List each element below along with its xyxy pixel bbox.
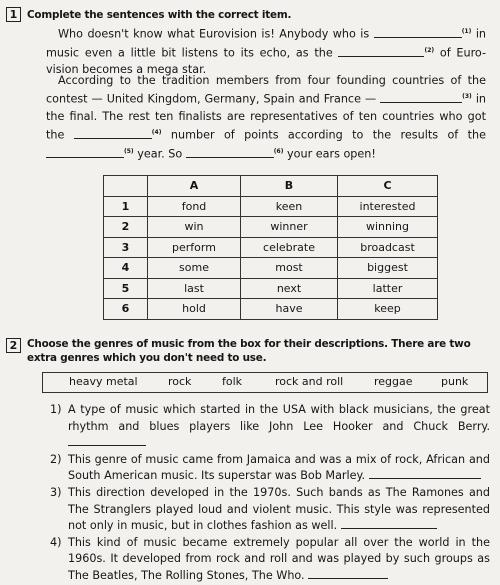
item-number: 1) — [50, 403, 62, 416]
gap-2-label: (2) — [424, 47, 435, 55]
list-item — [50, 535, 490, 585]
table-header-cell: B — [241, 176, 338, 197]
gap-4[interactable] — [74, 128, 152, 139]
option-cell: broadcast — [338, 237, 438, 258]
gap-5-label: (5) — [124, 148, 134, 156]
option-cell: next — [241, 278, 338, 299]
p2-text-b: in the final. The rest ten finalists are representatives of ten countries who got the — [46, 93, 487, 142]
gap-3-label: (3) — [462, 93, 472, 101]
task2-number: 2 — [6, 338, 21, 353]
answer-line[interactable] — [308, 568, 388, 579]
option-cell: most — [241, 258, 338, 279]
p1-text-c: of Euro-vision becomes a mega star. — [46, 46, 487, 77]
gap-6-label: (6) — [273, 148, 284, 156]
row-number: 3 — [104, 237, 148, 258]
task1-header — [6, 7, 291, 22]
option-cell: winner — [241, 217, 338, 238]
task1-paragraph-1 — [46, 24, 486, 79]
option-cell: keep — [338, 299, 438, 320]
genre-punk: punk — [441, 375, 469, 388]
row-number: 1 — [104, 196, 148, 217]
list-item — [50, 485, 490, 535]
gap-6[interactable] — [186, 147, 274, 158]
table-row — [104, 237, 438, 258]
item-text: This kind of music became extremely popular all over the world in the 1960s. It developed from rock and roll and was played by such groups as The Beatles, The Rolling Stones, The Who. — [68, 535, 490, 582]
option-cell: latter — [338, 278, 438, 299]
item-number: 4) — [50, 535, 62, 549]
genre-rock-and-roll: rock and roll — [275, 375, 344, 388]
p1-text-a: Who doesn't know what Eurovision is! Anybody who is — [58, 27, 370, 41]
item-text: This direction developed in the 1970s. Such bands as The Ramones and The Stranglers played loud and violent music. This style was represented not only in music, but in clothes fashion as well. — [68, 485, 490, 533]
option-cell: some — [148, 258, 241, 279]
genre-folk: folk — [222, 375, 243, 388]
row-number: 6 — [104, 299, 148, 320]
answer-line[interactable] — [341, 518, 437, 529]
gap-2[interactable] — [338, 46, 424, 57]
item-number: 2) — [50, 452, 62, 466]
p2-text-d: year. So — [137, 147, 183, 161]
p2-text-e: your ears open! — [287, 147, 376, 161]
description-list — [50, 402, 490, 585]
table-header-cell — [104, 176, 148, 197]
list-item — [50, 452, 490, 485]
option-cell: perform — [148, 237, 241, 258]
answer-line[interactable] — [68, 435, 146, 446]
table-row — [104, 258, 438, 279]
gap-1-label: (1) — [461, 28, 472, 35]
task1-paragraph-2 — [46, 73, 486, 163]
item-text: This genre of music came from Jamaica and was a mix of rock, African and South American music. Its superstar was Bob Marley. — [68, 452, 490, 483]
genre-box — [42, 372, 488, 393]
option-cell: hold — [148, 299, 241, 320]
p2-text-c: number of points according to the results of the — [170, 128, 487, 142]
genre-reggae: reggae — [374, 375, 413, 388]
gap-1[interactable] — [374, 27, 462, 38]
table-row — [104, 196, 438, 217]
item-number: 3) — [50, 485, 62, 499]
option-cell: interested — [338, 196, 438, 217]
table-row — [104, 217, 438, 238]
answer-line[interactable] — [369, 468, 481, 479]
option-cell: celebrate — [241, 237, 338, 258]
option-cell: biggest — [338, 258, 438, 279]
p1-text-b: in music even a little bit listens to its echo, as the — [46, 27, 487, 60]
option-cell: have — [241, 299, 338, 320]
table-header-cell: C — [338, 176, 438, 197]
genre-heavy-metal: heavy metal — [69, 375, 138, 388]
table-header-row — [104, 176, 438, 197]
table-row — [104, 278, 438, 299]
row-number: 2 — [104, 217, 148, 238]
word-options-table — [103, 175, 438, 320]
table-header-cell: A — [148, 176, 241, 197]
option-cell: keen — [241, 196, 338, 217]
option-cell: fond — [148, 196, 241, 217]
task2-header — [6, 337, 489, 365]
gap-4-label: (4) — [151, 128, 162, 136]
p2-text-a: According to the tradition members from four founding countries of the contest — United Kingdom, Germany, Spain and France — — [46, 74, 486, 107]
list-item — [50, 402, 490, 452]
row-number: 5 — [104, 278, 148, 299]
option-cell: last — [148, 278, 241, 299]
task2-instruction: Choose the genres of music from the box for their descriptions. There are two extra genres which you don't need to use. — [27, 338, 471, 364]
row-number: 4 — [104, 258, 148, 279]
table-row — [104, 299, 438, 320]
gap-3[interactable] — [380, 92, 462, 103]
option-cell: win — [148, 217, 241, 238]
option-cell: winning — [338, 217, 438, 238]
genre-rock: rock — [168, 375, 192, 388]
task1-number: 1 — [6, 7, 21, 22]
gap-5[interactable] — [46, 147, 124, 158]
task1-instruction: Complete the sentences with the correct item. — [27, 8, 292, 21]
item-text: A type of music which started in the USA with black musicians, the great rhythm and blues players like John Lee Hooker and Chuck Berry. — [68, 403, 490, 433]
